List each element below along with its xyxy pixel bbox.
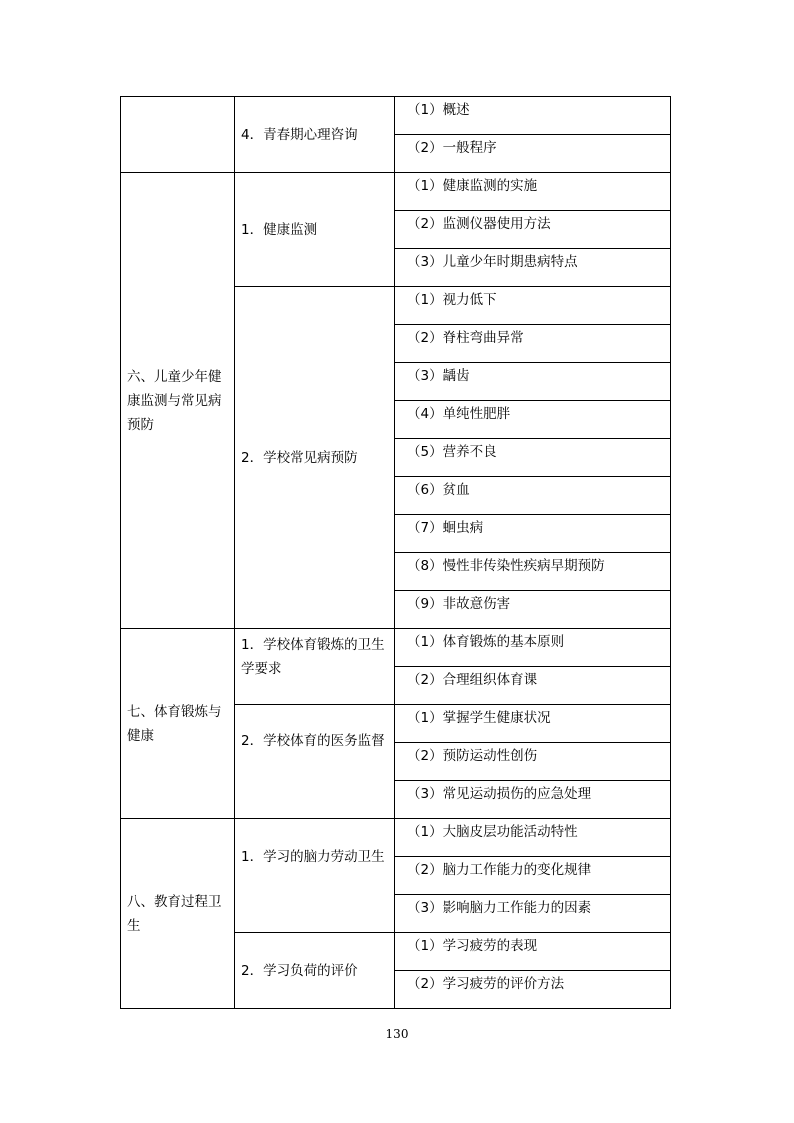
item-cell [395, 705, 671, 743]
list-item: （1）体育锻炼的基本原则 [407, 634, 565, 650]
section-title: 六、儿童少年健康监测与常见病预防 [127, 369, 222, 433]
topic-cell [235, 705, 395, 819]
list-item: （4）单纯性肥胖 [407, 406, 511, 422]
item-cell [395, 553, 671, 591]
list-item: （3）常见运动损伤的应急处理 [407, 786, 592, 802]
section-title: 七、体育锻炼与健康 [127, 704, 222, 744]
item-cell [395, 933, 671, 971]
list-item: （3）龋齿 [407, 368, 470, 384]
list-item: （1）掌握学生健康状况 [407, 710, 551, 726]
list-item: （3）影响脑力工作能力的因素 [407, 900, 592, 916]
list-item: （7）蛔虫病 [407, 520, 484, 536]
table-row [121, 173, 671, 211]
item-cell [395, 515, 671, 553]
list-item: （2）学习疲劳的评价方法 [407, 976, 565, 992]
topic-title: 1．健康监测 [241, 222, 318, 238]
list-item: （2）脊柱弯曲异常 [407, 330, 524, 346]
topic-cell [235, 97, 395, 173]
item-cell [395, 325, 671, 363]
topic-cell [235, 819, 395, 933]
item-cell [395, 857, 671, 895]
topic-title: 1．学习的脑力劳动卫生 [241, 849, 385, 865]
item-cell [395, 781, 671, 819]
list-item: （1）大脑皮层功能活动特性 [407, 824, 578, 840]
list-item: （1）概述 [407, 102, 470, 118]
list-item: （2）脑力工作能力的变化规律 [407, 862, 592, 878]
item-cell [395, 363, 671, 401]
item-cell [395, 135, 671, 173]
item-cell [395, 211, 671, 249]
item-cell [395, 97, 671, 135]
item-cell [395, 249, 671, 287]
list-item: （2）一般程序 [407, 140, 497, 156]
item-cell [395, 439, 671, 477]
topic-cell [235, 287, 395, 629]
topic-cell [235, 173, 395, 287]
list-item: （1）学习疲劳的表现 [407, 938, 538, 954]
item-cell [395, 477, 671, 515]
section-cell [121, 819, 235, 1009]
section-title: 八、教育过程卫生 [127, 894, 222, 934]
item-cell [395, 591, 671, 629]
topic-title: 2．学校常见病预防 [241, 450, 358, 466]
item-cell [395, 401, 671, 439]
page-number: 130 [385, 1027, 409, 1041]
topic-cell [235, 933, 395, 1009]
topic-title: 1．学校体育锻炼的卫生学要求 [241, 637, 385, 677]
item-cell [395, 971, 671, 1009]
table-row [121, 97, 671, 135]
topic-title: 2．学校体育的医务监督 [241, 733, 385, 749]
list-item: （1）视力低下 [407, 292, 497, 308]
section-cell [121, 97, 235, 173]
topic-cell [235, 629, 395, 705]
table-row [121, 629, 671, 667]
item-cell [395, 173, 671, 211]
list-item: （6）贫血 [407, 482, 470, 498]
list-item: （2）预防运动性创伤 [407, 748, 538, 764]
item-cell [395, 287, 671, 325]
list-item: （2）合理组织体育课 [407, 672, 538, 688]
list-item: （5）营养不良 [407, 444, 497, 460]
topic-title: 2．学习负荷的评价 [241, 963, 358, 979]
item-cell [395, 629, 671, 667]
topic-title: 4．青春期心理咨询 [241, 127, 358, 143]
item-cell [395, 895, 671, 933]
table-row [121, 819, 671, 857]
syllabus-table [120, 96, 671, 1009]
section-cell [121, 173, 235, 629]
item-cell [395, 819, 671, 857]
list-item: （2）监测仪器使用方法 [407, 216, 551, 232]
section-cell [121, 629, 235, 819]
list-item: （9）非故意伤害 [407, 596, 511, 612]
list-item: （8）慢性非传染性疾病早期预防 [407, 558, 605, 574]
item-cell [395, 667, 671, 705]
item-cell [395, 743, 671, 781]
list-item: （1）健康监测的实施 [407, 178, 538, 194]
list-item: （3）儿童少年时期患病特点 [407, 254, 578, 270]
